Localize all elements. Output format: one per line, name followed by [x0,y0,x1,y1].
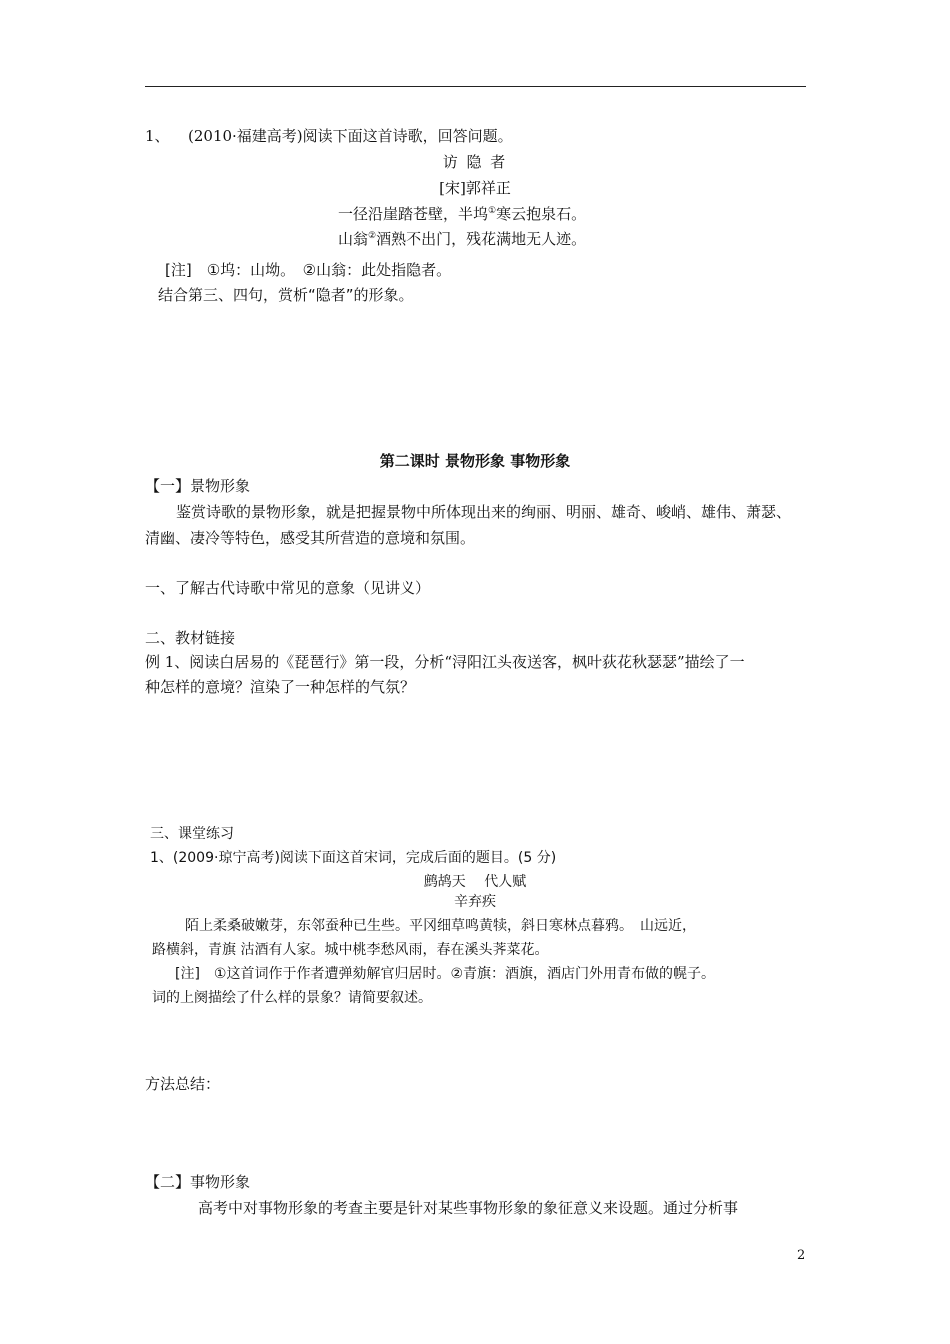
poem-line-2 [338,229,586,249]
q1-intro: (2010·福建高考)阅读下面这首诗歌，回答问题。 [188,127,513,145]
poem-line-2a: 山翁 [338,230,369,248]
poem-title: 访 隐 者 [442,153,508,171]
poem-line-1 [338,204,586,224]
ci-line-2: 路横斜，青旗 沽酒有人家。城中桃李愁风雨，春在溪头荠菜花。 [152,942,549,958]
footnote-mark-2: ② [368,231,377,241]
section1-item1: 一、了解古代诗歌中常见的意象（见讲义） [145,579,431,597]
section2-heading: 【二】事物形象 [145,1173,251,1191]
section2-para-line1: 高考中对事物形象的考查主要是针对某些事物形象的象征意义来设题。通过分析事 [198,1199,739,1217]
practice-q-intro: 1、(2009·琼宁高考)阅读下面这首宋词，完成后面的题目。(5 分) [150,850,557,866]
poem-line-1a: 一径沿崖踏苍壁，半坞 [338,205,489,223]
header-rule [145,86,806,87]
section1-heading: 【一】景物形象 [145,477,251,495]
practice-note: [注] ①这首词作于作者遭弹劾解官归居时。②青旗：酒旗，酒店门外用青布做的幌子。 [175,966,716,982]
ci-author: 辛弃疾 [454,894,496,910]
method-summary: 方法总结： [145,1075,221,1093]
lesson-title: 第二课时 景物形象 事物形象 [379,452,571,470]
practice-heading: 三、课堂练习 [150,826,234,842]
ci-line-1: 陌上柔桑破嫩芽，东邻蚕种已生些。平冈细草鸣黄犊，斜日寒林点暮鸦。 山远近， [185,918,696,934]
poem-author: [宋]郭祥正 [439,179,511,197]
section1-para-line2: 清幽、凄冷等特色，感受其所营造的意境和氛围。 [145,529,476,547]
section1-item2: 二、教材链接 [145,629,236,647]
footnote-mark-1: ① [488,206,497,216]
example-line2: 种怎样的意境？渲染了一种怎样的气氛？ [145,678,416,696]
section1-para-line1: 鉴赏诗歌的景物形象，就是把握景物中所体现出来的绚丽、明丽、雄奇、峻峭、雄伟、萧瑟、 [176,503,792,521]
q1-note: [注] ①坞：山坳。 ②山翁：此处指隐者。 [165,261,452,279]
q1-prefix: 1、 [145,127,170,145]
poem-line-2b: 酒熟不出门，残花满地无人迹。 [376,230,587,248]
ci-title: 鹧鸪天 代人赋 [423,874,527,890]
example-line1: 例 1、阅读白居易的《琵琶行》第一段，分析“浔阳江头夜送客，枫叶荻花秋瑟瑟”描绘了一 [145,653,745,671]
page-number: 2 [797,1248,806,1263]
q1-question: 结合第三、四句，赏析“隐者”的形象。 [158,286,414,304]
practice-question: 词的上阕描绘了什么样的景象？请简要叙述。 [152,990,432,1006]
poem-line-1b: 寒云抱泉石。 [496,205,587,223]
